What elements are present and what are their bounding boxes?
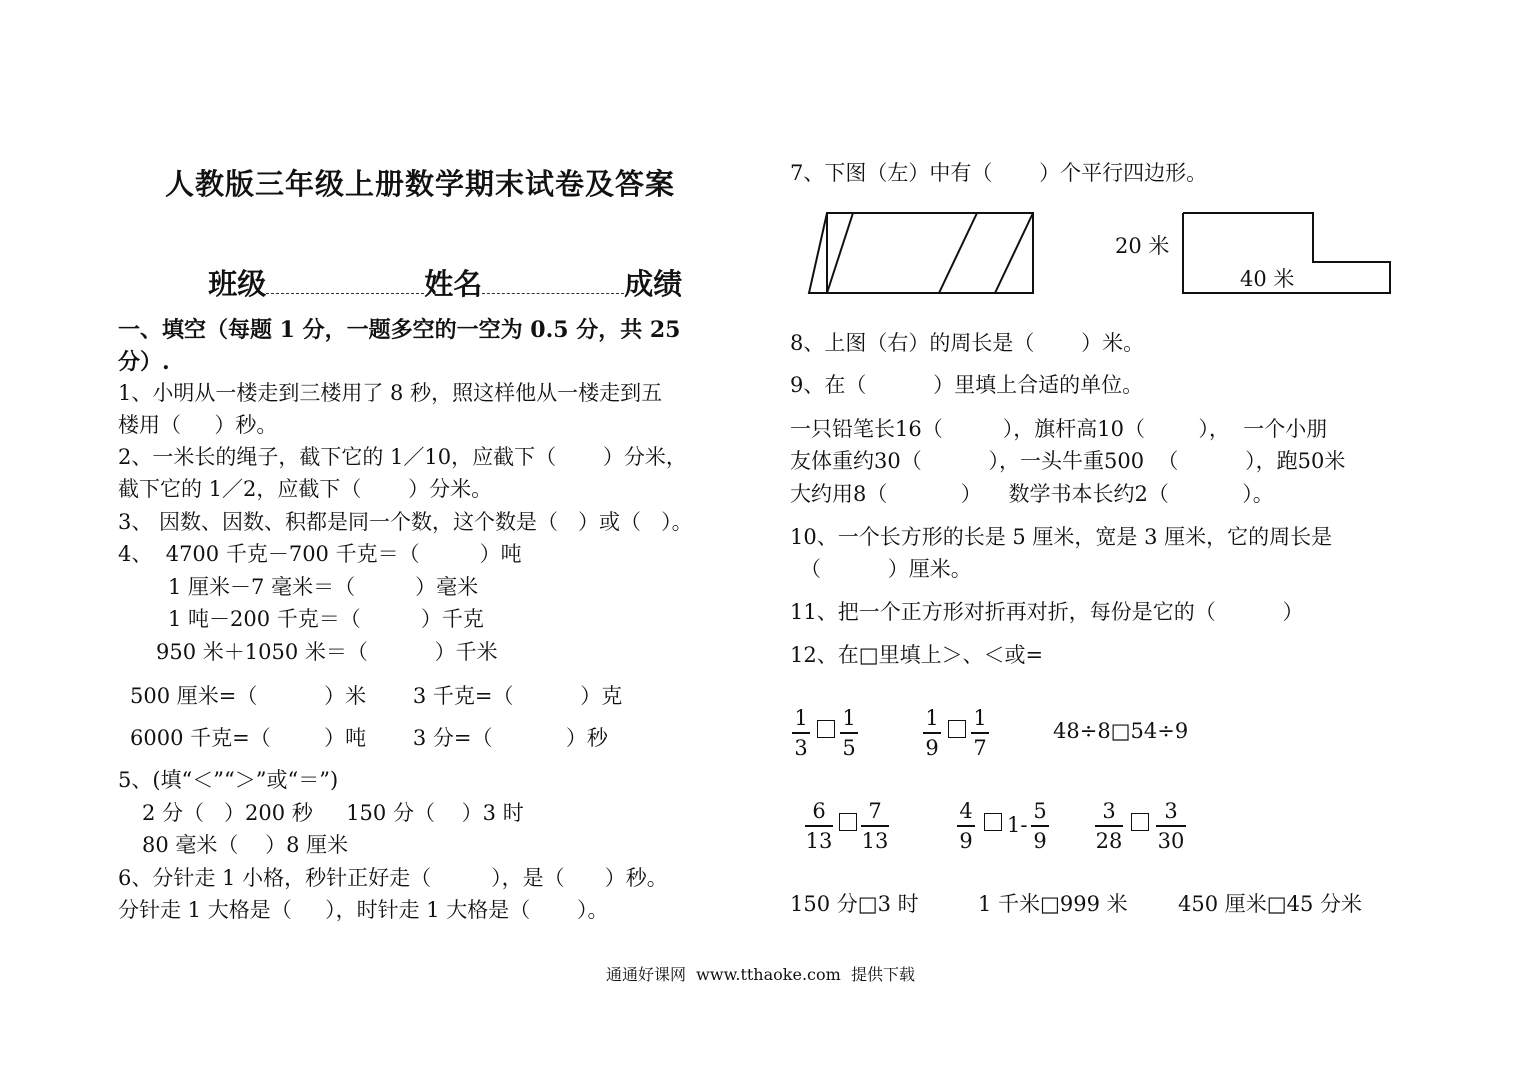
compare-box[interactable]	[1129, 813, 1151, 833]
fraction: 1 5	[840, 705, 858, 761]
one-minus: 1-	[1007, 813, 1028, 837]
fraction: 7 13	[861, 799, 889, 853]
class-label: 班级	[208, 267, 267, 301]
q8-line: 8、上图（右）的周长是（ ）米。	[790, 331, 1145, 355]
q4-line6: 6000 千克=（ ）吨 3 分=（ ）秒	[130, 726, 608, 750]
class-blank	[266, 267, 424, 294]
q2-line2: 截下它的 1／2，应截下（ ）分米。	[118, 477, 493, 501]
q2-line1: 2、一米长的绳子，截下它的 1／10，应截下（ ）分米，	[118, 445, 687, 469]
figure-label-20m: 20 米	[1115, 234, 1170, 258]
q6-line1: 6、分针走 1 小格，秒针正好走（ ），是（ ）秒。	[118, 866, 668, 890]
score-label: 成绩	[624, 267, 683, 301]
q4-line5: 500 厘米=（ ）米 3 千克=（ ）克	[130, 684, 623, 708]
section-heading-line1: 一、填空（每题 1 分，一题多空的一空为 0.5 分，共 25	[118, 317, 681, 343]
q9-line: 9、在（ ）里填上合适的单位。	[790, 373, 1144, 397]
footer-credit: 通通好课网 www.tthaoke.com 提供下载	[606, 965, 915, 984]
q3-line: 3、 因数、因数、积都是同一个数，这个数是（ ）或（ ）。	[118, 510, 693, 534]
unit-compare-2: 1 千米□999 米	[978, 892, 1128, 916]
fraction: 1 3	[792, 705, 810, 761]
name-blank	[482, 267, 624, 294]
section-heading-line2: 分）.	[118, 349, 170, 375]
q4-line4: 950 米＋1050 米＝（ ）千米	[156, 640, 498, 664]
fraction: 3 28	[1095, 799, 1123, 853]
q1-line2: 楼用（ ）秒。	[118, 413, 278, 437]
q9-line-a: 一只铅笔长16（ ），旗杆高10（ ）， 一个小朋	[790, 417, 1328, 441]
q4-line3: 1 吨－200 千克＝（ ）千克	[168, 607, 484, 631]
name-label: 姓名	[424, 267, 483, 301]
unit-compare-1: 150 分□3 时	[790, 892, 919, 916]
q4-line1: 4、 4700 千克－700 千克＝（ ）吨	[118, 542, 522, 566]
q10-line2: （ ）厘米。	[800, 557, 972, 581]
q11-line: 11、把一个正方形对折再对折，每份是它的（ ）	[790, 600, 1304, 624]
compare-box[interactable]	[946, 720, 968, 740]
q12-line: 12、在□里填上＞、＜或=	[790, 643, 1044, 667]
student-info-line	[188, 228, 682, 303]
q1-line1: 1、小明从一楼走到三楼用了 8 秒，照这样他从一楼走到五	[118, 381, 663, 405]
compare-box[interactable]	[815, 720, 837, 740]
q5-line2: 2 分（ ）200 秒 150 分（ ）3 时	[142, 801, 524, 825]
q10-line1: 10、一个长方形的长是 5 厘米，宽是 3 厘米，它的周长是	[790, 525, 1333, 549]
q9-line-b: 友体重约30（ ），一头牛重500 （ ），跑50米	[790, 449, 1346, 473]
fraction: 4 9	[957, 798, 975, 854]
unit-compare-3: 450 厘米□45 分米	[1178, 892, 1362, 916]
page-title: 人教版三年级上册数学期末试卷及答案	[165, 167, 676, 201]
fraction: 3 30	[1157, 799, 1185, 853]
parallelogram-figure	[800, 205, 1050, 305]
fraction: 5 9	[1031, 798, 1049, 854]
q5-line3: 80 毫米（ ）8 厘米	[142, 833, 349, 857]
q9-line-c: 大约用8（ ） 数学书本长约2（ ）。	[790, 482, 1274, 506]
fraction: 1 9	[923, 705, 941, 761]
q4-line2: 1 厘米－7 毫米＝（ ）毫米	[168, 575, 479, 599]
fraction: 1 7	[971, 705, 989, 761]
q6-line2: 分针走 1 大格是（ ），时针走 1 大格是（ ）。	[118, 898, 609, 922]
figure-label-40m: 40 米	[1240, 267, 1295, 291]
division-compare: 48÷8□54÷9	[1053, 719, 1189, 743]
fraction: 6 13	[805, 799, 833, 853]
compare-box[interactable]	[837, 813, 859, 833]
q7-line: 7、下图（左）中有（ ）个平行四边形。	[790, 161, 1208, 185]
compare-box[interactable]	[982, 813, 1004, 833]
q5-line1: 5、(填“＜”“＞”或“＝”)	[118, 768, 339, 792]
